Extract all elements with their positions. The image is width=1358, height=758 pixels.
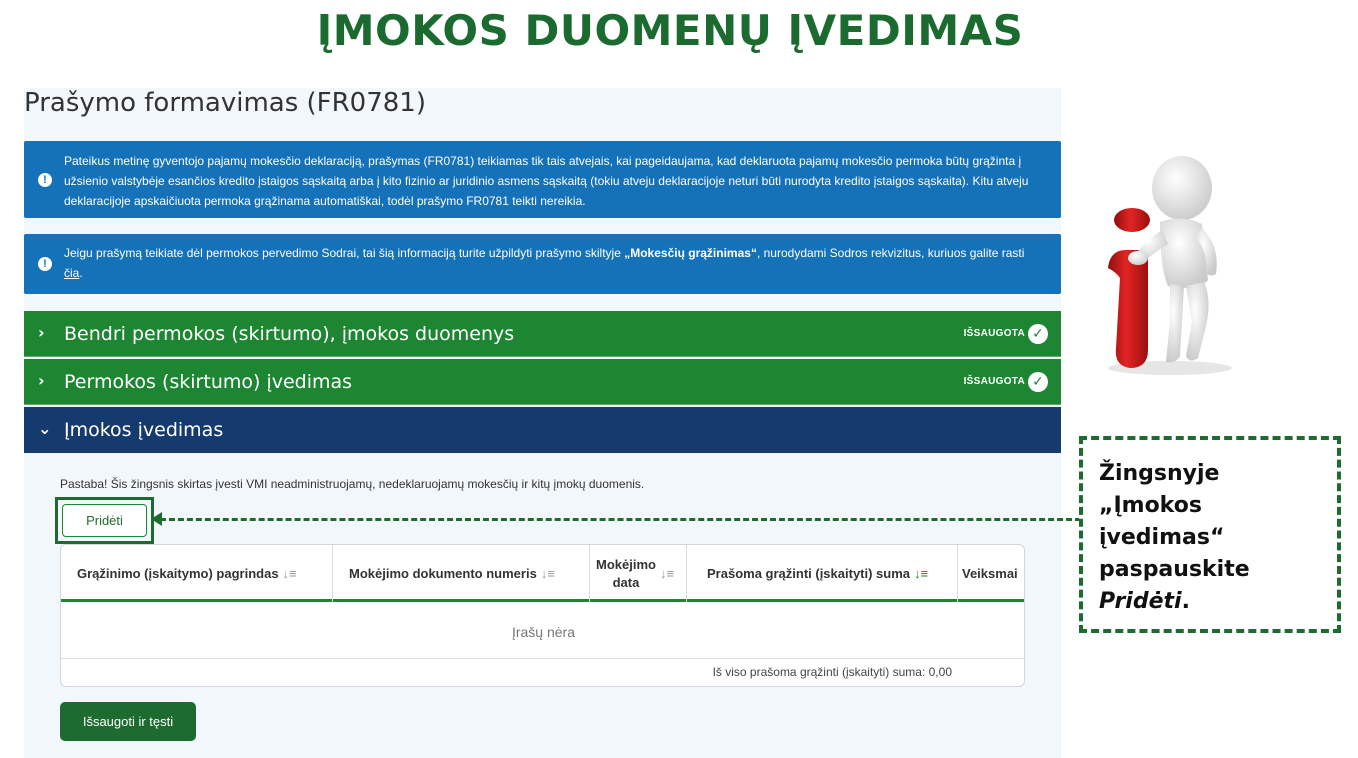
empty-table-message: Įrašų nėra [61, 605, 1025, 659]
exclamation-icon: ! [38, 257, 52, 271]
check-circle-icon: ✓ [1028, 372, 1048, 392]
info-box-2-bold: „Mokesčių grąžinimas“ [624, 246, 757, 260]
page-title: Prašymo formavimas (FR0781) [24, 88, 426, 118]
sort-icon[interactable]: ↓≡ [659, 566, 675, 581]
accordion-label: Bendri permokos (skirtumo), įmokos duomenys [64, 323, 515, 345]
table-total: Iš viso prašoma grąžinti (įskaityti) suma: 0,00 [712, 665, 952, 679]
accordion-label: Permokos (skirtumo) įvedimas [64, 371, 353, 393]
saved-status: IŠSAUGOTA [963, 328, 1025, 339]
column-header-basis[interactable]: Grąžinimo (įskaitymo) pagrindas ↓≡ [61, 545, 333, 602]
chevron-right-icon: › [38, 371, 45, 390]
exclamation-icon: ! [38, 173, 52, 187]
accordion-payment-entry[interactable] [24, 407, 1061, 453]
info-box-2-text-end: . [79, 266, 83, 280]
add-button-highlight [55, 497, 154, 544]
info-box-2 [24, 234, 1061, 294]
info-box-2-link[interactable]: čia [64, 266, 80, 280]
save-and-continue-button[interactable]: Išsaugoti ir tęsti [60, 702, 196, 741]
accordion-general-data[interactable] [24, 311, 1061, 357]
column-header-amount[interactable]: Prašoma grąžinti (įskaityti) suma ↓≡ [687, 545, 958, 602]
add-button[interactable]: Pridėti [62, 504, 147, 537]
info-box-2-text-before: Jeigu prašymą teikiate dėl permokos pervedimo Sodrai, tai šią informaciją turite užpildyti prašymo skiltyje [64, 246, 625, 260]
chevron-down-icon: ⌄ [38, 419, 52, 438]
slide-title: ĮMOKOS DUOMENŲ ĮVEDIMAS [316, 6, 1024, 55]
accordion-overpayment-entry[interactable] [24, 359, 1061, 405]
info-mascot-illustration [1090, 150, 1240, 380]
section-note: Pastaba! Šis žingsnis skirtas įvesti VMI neadministruojamų, nedeklaruojamų mokesčių ir kitų įmokų duomenis. [60, 477, 645, 491]
sort-icon[interactable]: ↓≡ [540, 566, 555, 581]
column-header-actions: Veiksmai [962, 566, 1018, 581]
payments-table [60, 544, 1025, 687]
info-box-2-text-after: , nurodydami Sodros rekvizitus, kuriuos galite rasti [756, 246, 1025, 260]
sort-icon[interactable]: ↓≡ [282, 566, 297, 581]
saved-status: IŠSAUGOTA [963, 376, 1025, 387]
column-header-document-number[interactable]: Mokėjimo dokumento numeris ↓≡ [333, 545, 590, 602]
check-circle-icon: ✓ [1028, 324, 1048, 344]
info-box-1-text: Pateikus metinę gyventojo pajamų mokesčio deklaraciją, prašymas (FR0781) teikiamas tik tais atvejais, kai pageidaujama, kad deklaruota pajamų mokesčio permoka būtų grąžinta į užsienio valstybėje esančios kredito įstaigos sąskaitą arba į kito fizinio ar juridinio asmens sąskaitą (tokiu atveju deklaracijoje neturi būti nurodyta kredito įstaigos sąskaita). Kitu atveju deklaracijoje apskaičiuota permoka grąžinama automatiškai, todėl prašymo FR0781 teikti nereikia. [64, 154, 1029, 208]
column-header-payment-date[interactable]: Mokėjimo data ↓≡ [590, 545, 687, 602]
pointer-arrow-head [151, 512, 162, 526]
accordion-label: Įmokos įvedimas [64, 419, 224, 441]
instruction-callout: Žingsnyje „Įmokos įvedimas“ paspauskite Pridėti. [1079, 436, 1341, 633]
table-header [61, 545, 1025, 602]
form-panel [24, 88, 1061, 758]
chevron-right-icon: › [38, 323, 45, 342]
info-box-1 [24, 141, 1061, 218]
sort-icon[interactable]: ↓≡ [914, 566, 929, 581]
pointer-arrow-line [160, 518, 1081, 521]
